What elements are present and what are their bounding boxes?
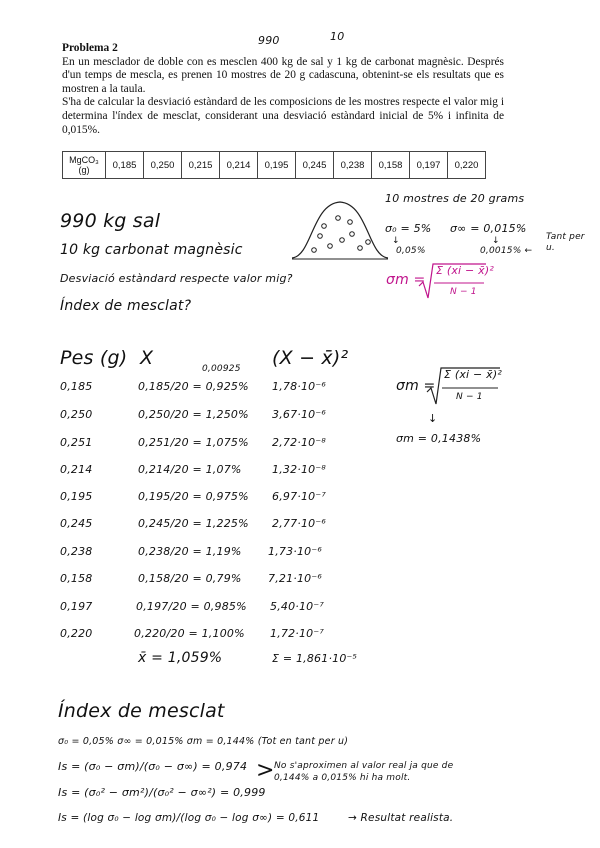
table-cell: 0,197 <box>410 152 448 179</box>
col-dev-header: (X − x̄)² <box>272 347 349 369</box>
tant-per-u-note: Tant per u. <box>546 232 585 253</box>
formula-denominator: N − 1 <box>450 287 477 297</box>
sigma0-note: σ₀ = 5% <box>385 222 432 235</box>
calc-dev: 1,78·10⁻⁶ <box>272 380 327 393</box>
calc-x: 0,185/20 = 0,925% <box>138 380 249 393</box>
calc-x: 0,238/20 = 1,19% <box>138 545 242 558</box>
calc-dev: 5,40·10⁻⁷ <box>270 600 325 613</box>
note-question-1: Desviació estàndard respecte valor mig? <box>60 272 293 285</box>
calc-pes: 0,238 <box>60 545 93 558</box>
index-remark: No s'aproximen al valor real ja que de 0,144% a 0,015% hi ha molt. <box>274 761 454 783</box>
calc-x: 0,197/20 = 0,985% <box>136 600 247 613</box>
index-title: Índex de mesclat <box>58 700 225 722</box>
problem-paragraph-1: En un mesclador de doble con es mesclen 400 kg de sal y 1 kg de carbonat magnèsic. Després d'un temps de mescla, es prenen 10 mostres de 20 g cadascuna, obtenint-se els resultats que es mostren a la taula. <box>62 55 504 95</box>
calc-x: 0,158/20 = 0,79% <box>138 572 242 585</box>
table-row <box>63 152 486 179</box>
small-note: 0,00925 <box>202 364 241 374</box>
calc-pes: 0,185 <box>60 380 93 393</box>
arrow-down-icon: ↓ <box>392 236 400 246</box>
calc-x: 0,220/20 = 1,100% <box>134 627 245 640</box>
calc-pes: 0,195 <box>60 490 93 503</box>
note-question-2: Índex de mesclat? <box>60 298 192 314</box>
problem-paragraph-2: S'ha de calcular la desviació estàndard de les composicions de les mostres respecte el valor mig i determina l'índex de mesclat, considerant una desviació estàndard inicial de 5% i infinita de 0,015%. <box>62 96 504 136</box>
formula-sigma-lhs: σm = <box>386 272 426 288</box>
sigma-formula-lhs: σm = <box>396 378 436 394</box>
calc-dev: 7,21·10⁻⁶ <box>268 572 323 585</box>
index-given: σ₀ = 0,05% σ∞ = 0,015% σm = 0,144% (Tot en tant per u) <box>58 736 349 747</box>
calc-dev: 1,32·10⁻⁸ <box>272 463 327 476</box>
page-number: 10 <box>330 30 345 43</box>
calc-dev: 1,72·10⁻⁷ <box>270 627 325 640</box>
sigma-inf-arrow-value: 0,0015% ← <box>480 246 533 256</box>
calc-dev: 6,97·10⁻⁷ <box>272 490 327 503</box>
sum-value: Σ = 1,861·10⁻⁵ <box>272 652 358 665</box>
calc-dev: 3,67·10⁻⁶ <box>272 408 327 421</box>
sample-table <box>62 151 486 179</box>
index-eq-3: Is = (log σ₀ − log σm)/(log σ₀ − log σ∞) = 0,611 <box>58 812 320 824</box>
calc-dev: 1,73·10⁻⁶ <box>268 545 323 558</box>
calc-pes: 0,197 <box>60 600 93 613</box>
calc-pes: 0,158 <box>60 572 93 585</box>
calc-x: 0,195/20 = 0,975% <box>138 490 249 503</box>
sigma-formula-denominator: N − 1 <box>456 392 483 402</box>
table-cell: 0,158 <box>372 152 410 179</box>
arrow-down-icon: ↓ <box>492 236 500 246</box>
top-number: 990 <box>258 34 280 47</box>
index-eq-2: Is = (σ₀² − σm²)/(σ₀² − σ∞²) = 0,999 <box>58 786 266 799</box>
calc-pes: 0,251 <box>60 436 93 449</box>
formula-numerator: Σ (xi − x̄)² <box>436 264 494 277</box>
mean-value: x̄ = 1,059% <box>138 650 223 666</box>
table-cell: 0,185 <box>106 152 144 179</box>
brace-icon: > <box>256 758 275 783</box>
sigma-formula-numerator: Σ (xi − x̄)² <box>444 368 502 381</box>
sigma-result: σm = 0,1438% <box>396 432 482 445</box>
problem-statement <box>62 42 504 137</box>
calc-x: 0,245/20 = 1,225% <box>138 517 249 530</box>
samples-label: 10 mostres de 20 grams <box>385 192 525 205</box>
calc-pes: 0,245 <box>60 517 93 530</box>
table-cell: 0,214 <box>220 152 258 179</box>
index-eq-3-note: → Resultat realista. <box>348 812 454 824</box>
table-cell: 0,220 <box>448 152 486 179</box>
table-cell: 0,250 <box>144 152 182 179</box>
sigma-inf-note: σ∞ = 0,015% <box>450 222 527 235</box>
calc-dev: 2,77·10⁻⁶ <box>272 517 327 530</box>
note-sal: 990 kg sal <box>60 210 161 232</box>
arrow-down-icon: ↓ <box>428 412 438 425</box>
col-x-header: X <box>140 347 154 369</box>
sigma0-arrow-value: 0,05% <box>396 246 426 256</box>
table-cell: 0,238 <box>334 152 372 179</box>
calc-x: 0,251/20 = 1,075% <box>138 436 249 449</box>
calc-x: 0,250/20 = 1,250% <box>138 408 249 421</box>
col-pes-header: Pes (g) <box>60 347 128 369</box>
calc-pes: 0,214 <box>60 463 93 476</box>
table-cell: 0,195 <box>258 152 296 179</box>
note-carbonat: 10 kg carbonat magnèsic <box>60 242 243 258</box>
table-cell: 0,215 <box>182 152 220 179</box>
table-cell: 0,245 <box>296 152 334 179</box>
problem-title: Problema 2 <box>62 42 118 54</box>
calc-dev: 2,72·10⁻⁸ <box>272 436 327 449</box>
index-eq-1: Is = (σ₀ − σm)/(σ₀ − σ∞) = 0,974 <box>58 760 248 773</box>
table-header: MgCO₃ (g) <box>63 152 106 179</box>
distribution-sketch <box>290 196 390 262</box>
calc-pes: 0,250 <box>60 408 93 421</box>
calc-pes: 0,220 <box>60 627 93 640</box>
calc-x: 0,214/20 = 1,07% <box>138 463 242 476</box>
